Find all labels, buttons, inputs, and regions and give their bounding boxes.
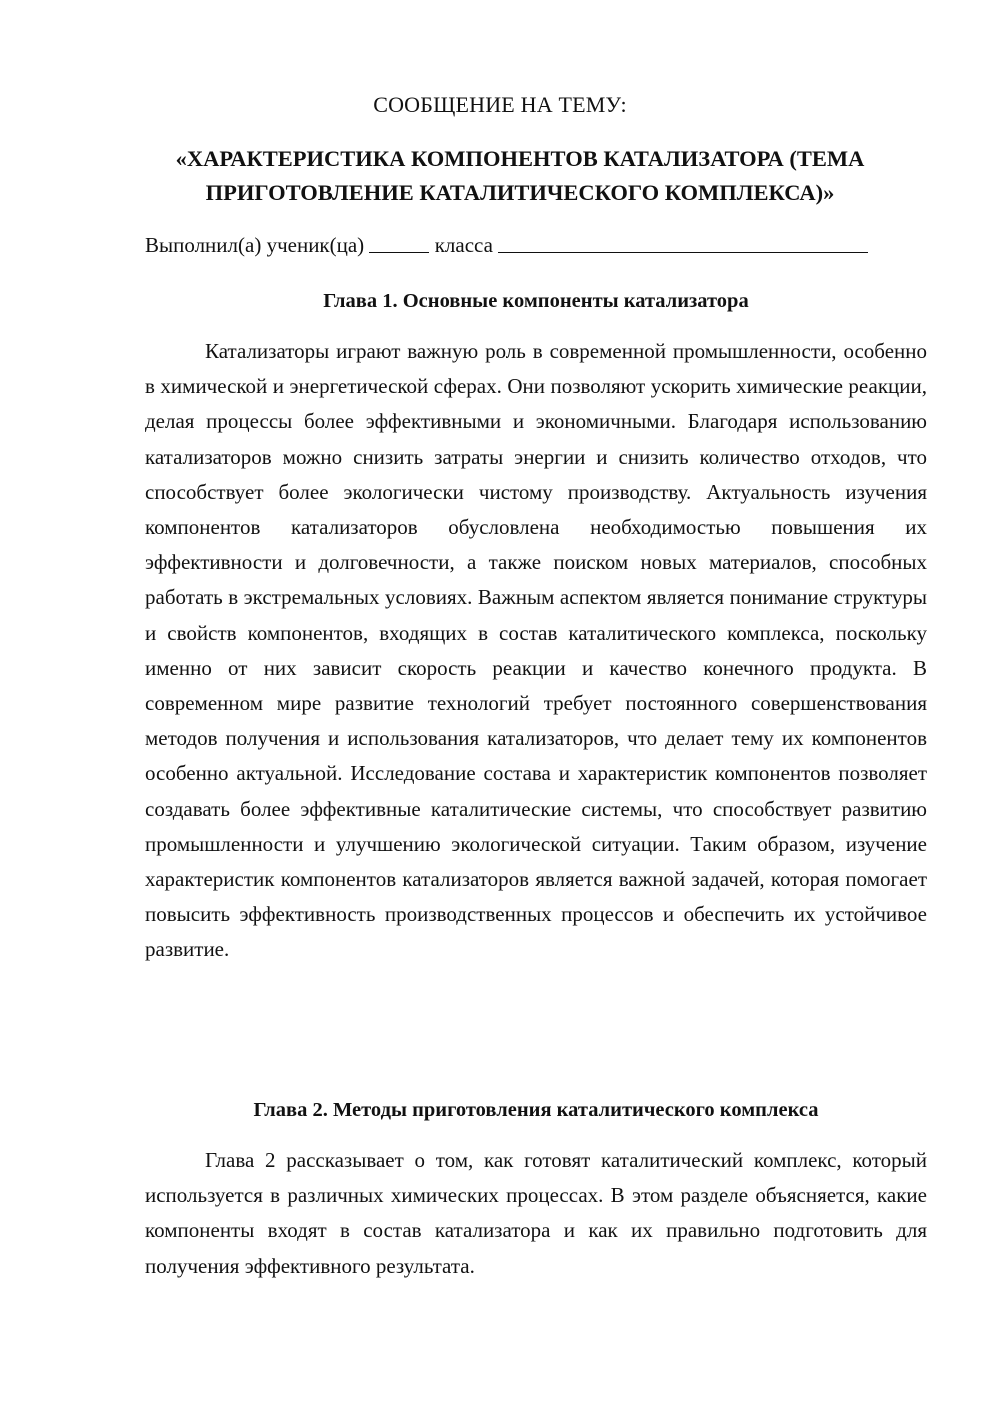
byline xyxy=(145,233,935,258)
chapter-2-heading: Глава 2. Методы приготовления каталитического комплекса xyxy=(253,1099,819,1121)
name-blank-line xyxy=(498,234,868,253)
chapter-1-heading: Глава 1. Основные компоненты катализатора xyxy=(323,290,749,312)
subject-line: СООБЩЕНИЕ НА ТЕМУ: xyxy=(373,92,627,117)
document-title: «ХАРАКТЕРИСТИКА КОМПОНЕНТОВ КАТАЛИЗАТОРА (ТЕМА ПРИГОТОВЛЕНИЕ КАТАЛИТИЧЕСКОГО КОМПЛЕКСА)» xyxy=(175,146,865,205)
chapter-1-paragraph: Катализаторы играют важную роль в современной промышленности, особенно в химической и энергетической сферах. Они позволяют ускорить химические реакции, делая процессы более эффективными и экономичными. Благодаря использованию катализаторов можно снизить затраты энергии и снизить количество отходов, что способствует более экологически чистому производству. Актуальность изучения компонентов катализаторов обусловлена необходимостью повышения их эффективности и долговечности, а также поиском новых материалов, способных работать в экстремальных условиях. Важным аспектом является понимание структуры и свойств компонентов, входящих в состав каталитического комплекса, поскольку именно от них зависит скорость реакции и качество конечного продукта. В современном мире развитие технологий требует постоянного совершенствования методов получения и использования катализаторов, что делает тему их компонентов особенно актуальной. Исследование состава и характеристик компонентов позволяет создавать более эффективные каталитические системы, что способствует развитию промышленности и улучшению экологической ситуации. Таким образом, изучение характеристик компонентов катализаторов является важной задачей, которая помогает повысить эффективность производственных процессов и обеспечить их устойчивое развитие. xyxy=(145,339,927,962)
class-label: класса xyxy=(434,233,493,257)
chapter-2-paragraph: Глава 2 рассказывает о том, как готовят каталитический комплекс, который используется в различных химических процессах. В этом разделе объясняется, какие компоненты входят в состав катализатора и как их правильно подготовить для получения эффективного результата. xyxy=(145,1148,927,1278)
grade-blank-line xyxy=(369,234,429,253)
performed-label: Выполнил(а) ученик(ца) xyxy=(145,233,365,257)
